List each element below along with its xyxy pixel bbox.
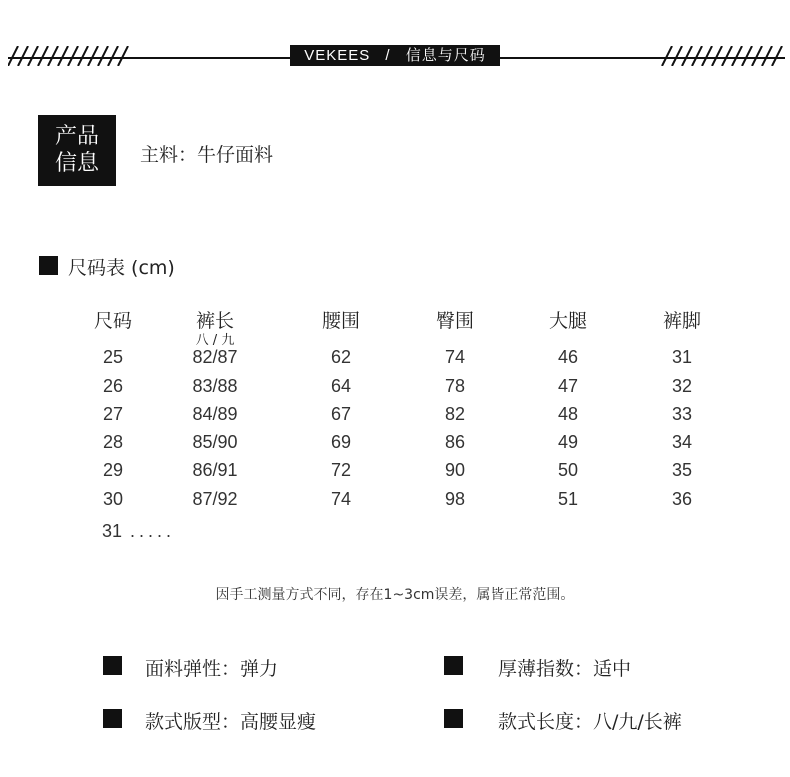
header-length-subtitle: 八 / 九: [195, 333, 235, 348]
table-cell: 67: [330, 404, 352, 424]
header-thigh: 大腿: [548, 310, 588, 332]
header-length: 裤长: [195, 310, 235, 332]
header-hem: 裤脚: [662, 310, 702, 332]
table-cell: 72: [330, 460, 352, 480]
table-cell: 28: [102, 432, 124, 452]
table-cell: 27: [102, 404, 124, 424]
badge-line-1: 产品: [54, 124, 99, 149]
size-table-title: 尺码表 (cm): [68, 257, 175, 279]
header-section: 信息与尺码: [405, 47, 486, 64]
table-cell: 46: [557, 347, 579, 367]
table-cell: 30: [102, 489, 124, 509]
header-waist: 腰围: [321, 310, 361, 332]
material-text: 主料：牛仔面料: [140, 144, 274, 166]
table-cell: 98: [444, 489, 466, 509]
table-cell: 69: [330, 432, 352, 452]
table-cell: 87/92: [192, 489, 238, 509]
table-cell: 33: [671, 404, 693, 424]
table-cell: 32: [671, 376, 693, 396]
attribute-bullet-icon: [103, 709, 122, 728]
attribute-length: 款式长度：八/九/长裤: [498, 711, 682, 733]
table-cell: 86: [444, 432, 466, 452]
table-cell: 25: [102, 347, 124, 367]
table-cell: 36: [671, 489, 693, 509]
table-cell: 84/89: [192, 404, 238, 424]
table-cell: 62: [330, 347, 352, 367]
more-size-dots: .....: [130, 521, 176, 541]
table-cell: 78: [444, 376, 466, 396]
table-cell: 85/90: [192, 432, 238, 452]
badge-line-2: 信息: [54, 151, 99, 176]
header-hip: 臀围: [435, 310, 475, 332]
more-sizes: [102, 521, 175, 542]
header-size: 尺码: [93, 310, 133, 332]
table-cell: 29: [102, 460, 124, 480]
table-cell: 64: [330, 376, 352, 396]
product-info-badge: [38, 115, 116, 186]
table-cell: 86/91: [192, 460, 238, 480]
table-cell: 49: [557, 432, 579, 452]
table-cell: 35: [671, 460, 693, 480]
table-cell: 34: [671, 432, 693, 452]
attribute-elasticity: 面料弹性：弹力: [145, 658, 279, 680]
header-banner: [290, 45, 500, 66]
header-rule-left: [8, 57, 290, 59]
table-cell: 47: [557, 376, 579, 396]
measurement-note: 因手工测量方式不同，存在1~3cm误差，属皆正常范围。: [215, 587, 575, 603]
table-cell: 90: [444, 460, 466, 480]
table-cell: 74: [330, 489, 352, 509]
right-hatch-decoration: [660, 46, 786, 66]
left-hatch-decoration: [8, 46, 132, 66]
attribute-bullet-icon: [444, 656, 463, 675]
table-cell: 48: [557, 404, 579, 424]
section-bullet-icon: [39, 256, 58, 275]
table-cell: 82: [444, 404, 466, 424]
table-cell: 31: [671, 347, 693, 367]
attribute-bullet-icon: [444, 709, 463, 728]
attribute-thickness: 厚薄指数：适中: [498, 658, 632, 680]
more-size-value: 31: [102, 521, 123, 541]
header-brand: VEKEES: [304, 47, 371, 64]
table-cell: 82/87: [192, 347, 238, 367]
attribute-bullet-icon: [103, 656, 122, 675]
table-cell: 74: [444, 347, 466, 367]
table-cell: 50: [557, 460, 579, 480]
table-cell: 26: [102, 376, 124, 396]
attribute-fit: 款式版型：高腰显瘦: [145, 711, 317, 733]
table-cell: 51: [557, 489, 579, 509]
table-cell: 83/88: [192, 376, 238, 396]
header-separator: /: [385, 47, 391, 64]
